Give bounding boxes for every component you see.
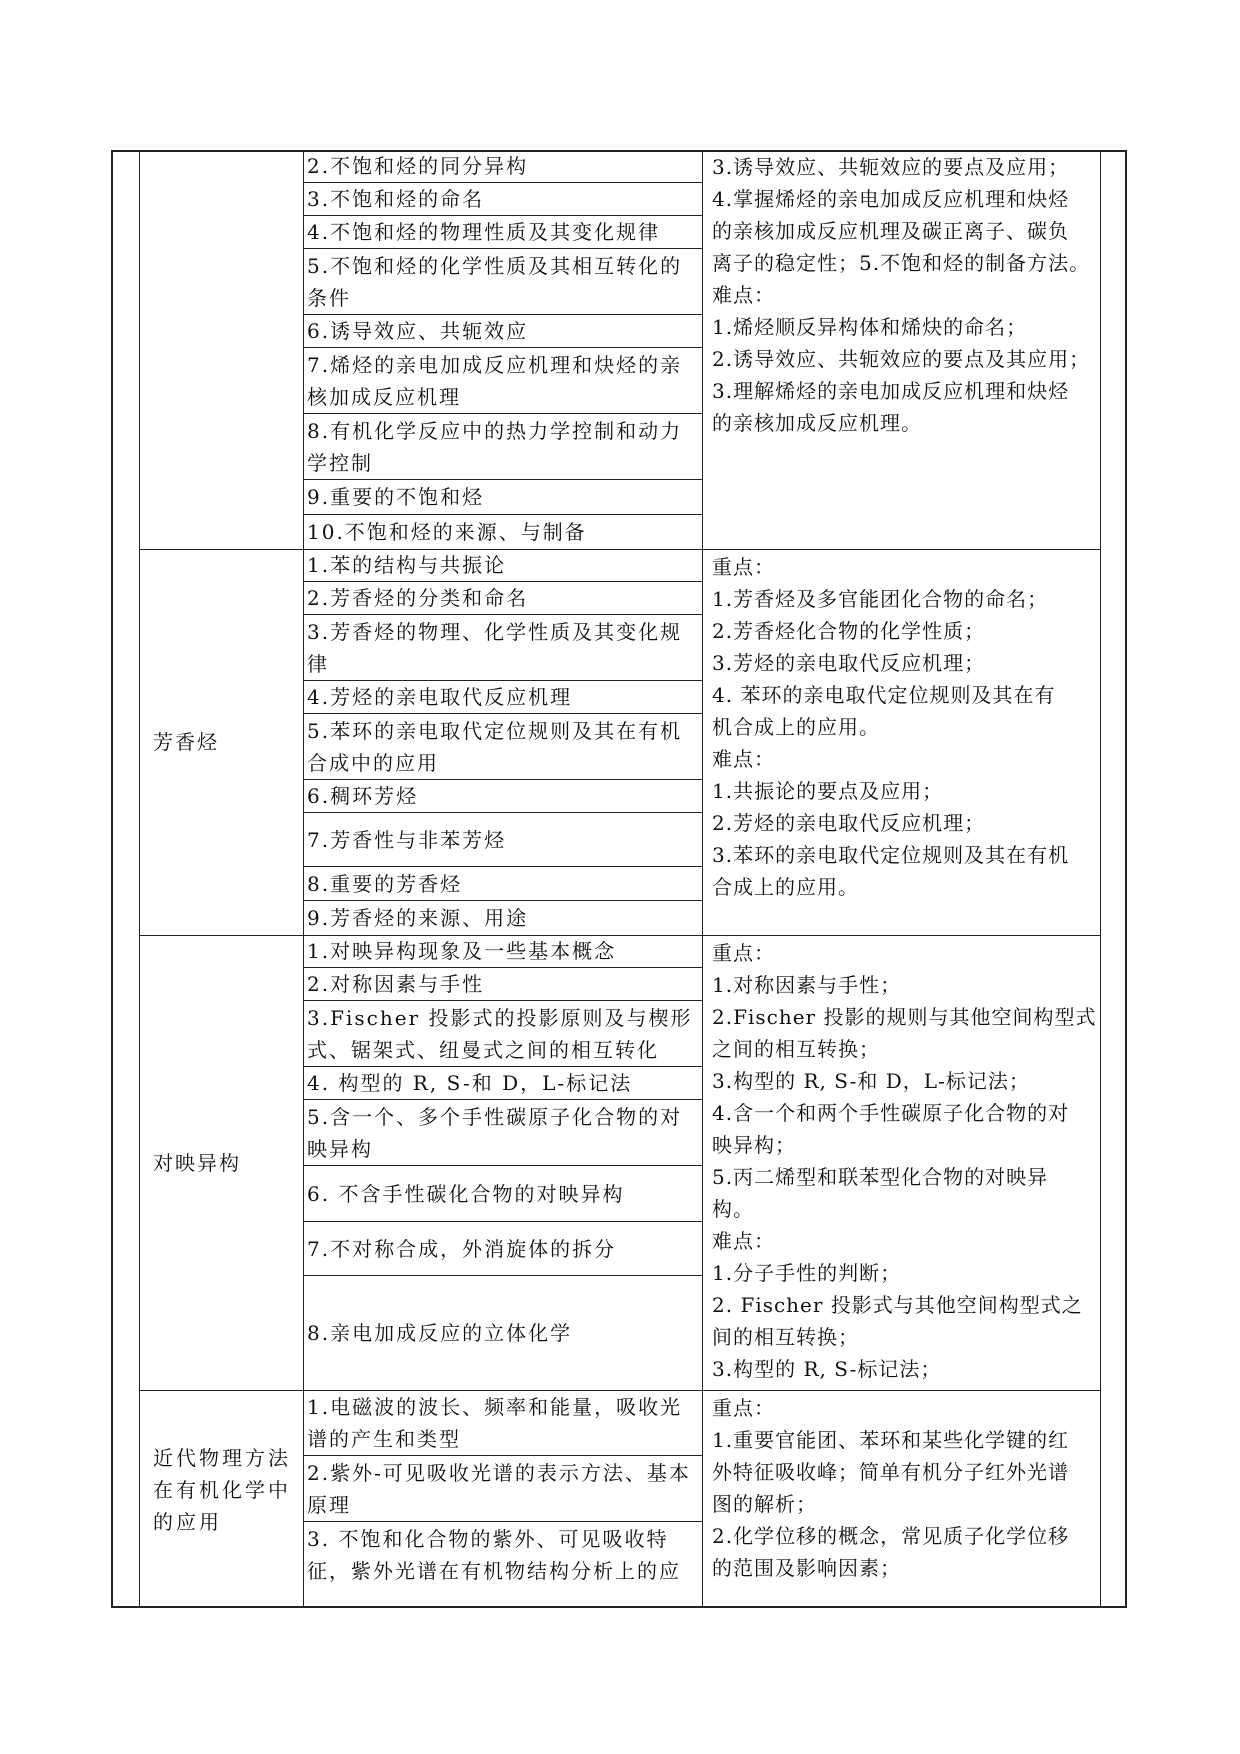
list-item: 8.有机化学反应中的热力学控制和动力学控制 — [303, 414, 703, 480]
list-item: 10.不饱和烃的来源、与制备 — [307, 520, 587, 544]
list-item: 6. 不含手性碳化合物的对映异构 — [303, 1166, 703, 1222]
left-margin-column — [111, 150, 140, 1608]
list-item: 8.亲电加成反应的立体化学 — [307, 1321, 573, 1345]
list-item: 2.对称因素与手性 — [303, 968, 703, 1001]
list-item: 3. 不饱和化合物的紫外、可见吸收特征，紫外光谱在有机物结构分析上的应 — [307, 1527, 681, 1583]
list-item: 4.芳烃的亲电取代反应机理 — [303, 681, 703, 714]
topic-cell — [140, 1390, 304, 1608]
list-item: 7.烯烃的亲电加成反应机理和炔烃的亲核加成反应机理 — [303, 348, 703, 414]
list-item: 3.芳香烃的物理、化学性质及其变化规律 — [303, 615, 703, 681]
list-item: 2.芳香烃的分类和命名 — [303, 582, 703, 615]
list-item: 6.诱导效应、共轭效应 — [303, 315, 703, 348]
list-item: 9.芳香烃的来源、用途 — [307, 906, 529, 930]
list-item: 1.苯的结构与共振论 — [303, 549, 703, 582]
list-item: 4.不饱和烃的物理性质及其变化规律 — [303, 216, 703, 249]
topic-cell: 芳香烃 — [153, 730, 219, 754]
requirements-block: 重点： 1.重要官能团、苯环和某些化学键的红 外特征吸收峰；简单有机分子红外光谱 图的解析； 2.化学位移的概念，常见质子化学位移 的范围及影响因素； — [712, 1396, 1070, 1580]
list-item: 9.重要的不饱和烃 — [303, 480, 703, 515]
list-item: 6.稠环芳烃 — [303, 780, 703, 813]
list-item: 5.苯环的亲电取代定位规则及其在有机合成中的应用 — [303, 714, 703, 780]
requirements-block: 重点： 1.芳香烃及多官能团化合物的命名； 2.芳香烃化合物的化学性质； 3.芳烃的亲电取代反应机理； 4. 苯环的亲电取代定位规则及其在有 机合成上的应用。 难点： 1.共振论的要点及应用； 2.芳烃的亲电取代反应机理； 3.苯环的亲电取代定位规则及其在有机 合成上的应用。 — [712, 555, 1070, 899]
topic-cell: 对映异构 — [153, 1150, 241, 1175]
list-item: 7.不对称合成，外消旋体的拆分 — [303, 1222, 703, 1276]
list-item: 5.含一个、多个手性碳原子化合物的对映异构 — [303, 1100, 703, 1166]
list-item: 1.对映异构现象及一些基本概念 — [303, 935, 703, 968]
list-item: 2.紫外-可见吸收光谱的表示方法、基本原理 — [303, 1456, 703, 1522]
requirements-block: 重点： 1.对称因素与手性； 2.Fischer 投影的规则与其他空间构型式 之间的相互转换； 3.构型的 R, S-和 D，L-标记法； 4.含一个和两个手性碳原子化合物的对 映异构； 5.丙二烯型和联苯型化合物的对映异 构。 难点： 1.分子手性的判断； 2. Fischer 投影式与其他空间构型式之 间的相互转换； 3.构型的 R, S-标记法； — [712, 941, 1096, 1381]
list-item: 2.不饱和烃的同分异构 — [303, 150, 703, 183]
topic-label: 近代物理方法在有机化学中的应用 — [153, 1446, 291, 1534]
list-item: 5.不饱和烃的化学性质及其相互转化的条件 — [303, 249, 703, 315]
right-margin-column — [1100, 150, 1127, 1608]
list-item: 3.不饱和烃的命名 — [303, 183, 703, 216]
list-item: 3.Fischer 投影式的投影原则及与楔形式、锯架式、纽曼式之间的相互转化 — [303, 1001, 703, 1067]
list-item: 1.电磁波的波长、频率和能量，吸收光谱的产生和类型 — [303, 1390, 703, 1456]
list-item: 4. 构型的 R, S-和 D，L-标记法 — [303, 1067, 703, 1100]
requirements-block: 3.诱导效应、共轭效应的要点及应用； 4.掌握烯烃的亲电加成反应机理和炔烃 的亲核加成反应机理及碳正离子、碳负 离子的稳定性；5.不饱和烃的制备方法。 难点： 1.烯烃顺反异构体和烯炔的命名； 2.诱导效应、共轭效应的要点及其应用； 3.理解烯烃的亲电加成反应机理和炔烃 的亲核加成反应机理。 — [712, 155, 1091, 435]
list-item: 7.芳香性与非苯芳烃 — [303, 813, 703, 867]
list-item: 8.重要的芳香烃 — [303, 867, 703, 901]
